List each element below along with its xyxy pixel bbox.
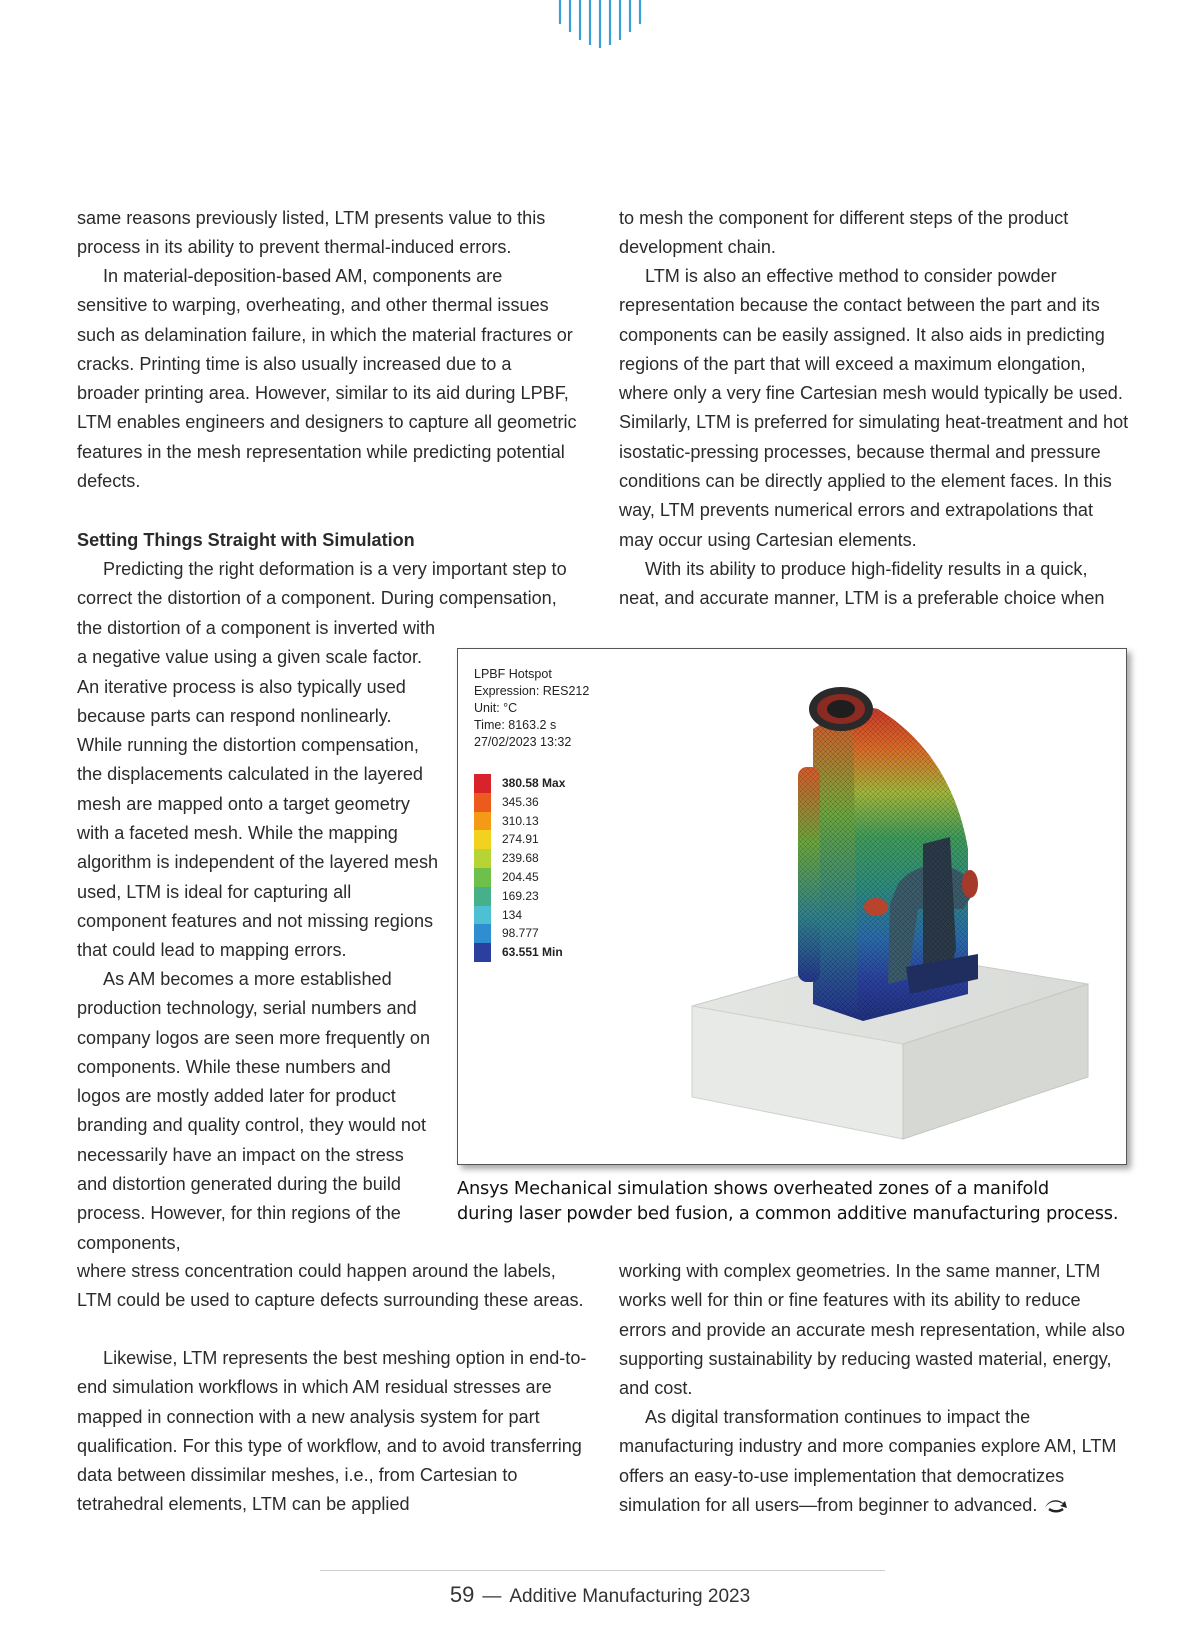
- footer-separator: —: [482, 1586, 502, 1607]
- right-paragraph-2: LTM is also an effective method to consider powder representation because the contact between the part and its components can be easily assigned. It also aids in predicting regions of the part that will exceed a maximum elongation, where only a very fine Cartesian mesh would typically be used. Similarly, LTM is preferred for simulating heat-treatment and hot isostatic-pressing processes, because thermal and pressure conditions can be directly applied to the element faces. In this way, LTM prevents numerical errors and extrapolations that may occur using Cartesian elements.: [619, 266, 1129, 550]
- right-paragraph-1: to mesh the component for different steps of the product development chain.: [619, 208, 1069, 258]
- left-paragraph-4-rest: where stress concentration could happen around the labels, LTM could be used to capture defects surrounding these areas.: [77, 1261, 584, 1311]
- legend-swatch: [474, 868, 491, 887]
- legend-header-line: Unit: °C: [474, 701, 518, 715]
- header-decoration: [557, 0, 643, 50]
- legend-swatch: [474, 906, 491, 925]
- legend-label: 274.91: [502, 832, 539, 847]
- page-number: 59: [449, 1582, 475, 1607]
- legend-label: 134: [502, 907, 523, 922]
- left-paragraph-5: Likewise, LTM represents the best meshing option in end-to-end simulation workflows in which AM residual stresses are mapped in connection with a new analysis system for part qualification. For this type of workflow, and to avoid transferring data between dissimilar meshes, i.e., from Cartesian to tetrahedral elements, LTM can be applied: [77, 1348, 587, 1515]
- legend-label: 310.13: [502, 813, 539, 828]
- legend-header-line: Expression: RES212: [474, 684, 590, 698]
- left-paragraph-3: Predicting the right deformation is a very important step to correct the distortion of a component. During compensation,: [77, 559, 567, 609]
- caption-line-2: during laser powder bed fusion, a common additive manufacturing process.: [457, 1203, 1119, 1224]
- legend-swatch: [474, 812, 491, 831]
- legend-label: 169.23: [502, 888, 539, 903]
- caption-line-1: Ansys Mechanical simulation shows overheated zones of a manifold: [457, 1178, 1050, 1199]
- legend-header: [474, 666, 589, 751]
- legend-swatch: [474, 943, 491, 962]
- legend-header-line: Time: 8163.2 s: [474, 718, 557, 732]
- legend-swatch: [474, 830, 491, 849]
- right-paragraph-4: working with complex geometries. In the same manner, LTM works well for thin or fine features with its ability to reduce errors and provide an accurate mesh representation, while also supporting sustainability by reducing wasted material, energy, and cost.: [619, 1261, 1125, 1399]
- legend-swatch: [474, 849, 491, 868]
- footer-rule: [320, 1570, 885, 1571]
- legend-label: 204.45: [502, 869, 539, 884]
- right-paragraph-3: With its ability to produce high-fidelity results in a quick, neat, and accurate manner, LTM is a preferable choice when: [619, 559, 1105, 609]
- legend-label: 380.58 Max: [502, 776, 566, 790]
- end-mark-icon: [1043, 1499, 1069, 1513]
- legend-swatch: [474, 924, 491, 943]
- legend-header-line: 27/02/2023 13:32: [474, 735, 572, 749]
- right-paragraph-5-text: As digital transformation continues to impact the manufacturing industry and more companies explore AM, LTM offers an easy-to-use implementation that democratizes simulation for all users—from beginner to advanced.: [619, 1407, 1117, 1515]
- legend-label: 98.777: [502, 926, 539, 941]
- simulation-figure: [457, 648, 1127, 1165]
- legend-header-line: LPBF Hotspot: [474, 667, 552, 681]
- figure-caption: [457, 1176, 1157, 1226]
- left-paragraph-2: In material-deposition-based AM, components are sensitive to warping, overheating, and other thermal issues such as delamination failure, in which the material fractures or cracks. Printing time is also usually increased due to a broader printing area. However, similar to its aid during LPBF, LTM enables engineers and designers to capture all geometric features in the mesh representation while predicting potential defects.: [77, 266, 577, 492]
- legend-swatch: [474, 774, 491, 793]
- legend-label: 63.551 Min: [502, 945, 563, 960]
- publication-name: Additive Manufacturing 2023: [509, 1586, 751, 1607]
- section-heading: Setting Things Straight with Simulation: [77, 530, 415, 550]
- right-paragraph-5: [619, 1403, 1129, 1520]
- left-paragraph-4-wrap: As AM becomes a more established production technology, serial numbers and company logos are seen more frequently on components. While these numbers and logos are mostly added later for product branding and quality control, they would not necessarily have an impact on the stress and distortion generated during the build process. However, for thin regions of the components,: [77, 969, 431, 1253]
- legend-label: 239.68: [502, 851, 539, 866]
- legend-swatch: [474, 793, 491, 812]
- left-paragraph-1: same reasons previously listed, LTM presents value to this process in its ability to prevent thermal-induced errors.: [77, 208, 546, 258]
- left-paragraph-3-wrap: the distortion of a component is inverted with a negative value using a given scale factor. An iterative process is also typically used because parts can respond nonlinearly. While running the distortion compensation, the displacements calculated in the layered mesh are mapped onto a target geometry with a faceted mesh. While the mapping algorithm is independent of the layered mesh used, LTM is ideal for capturing all component features and not missing regions that could lead to mapping errors.: [77, 618, 439, 961]
- page-footer: [0, 1580, 1200, 1612]
- legend-swatch: [474, 887, 491, 906]
- legend-label: 345.36: [502, 794, 539, 809]
